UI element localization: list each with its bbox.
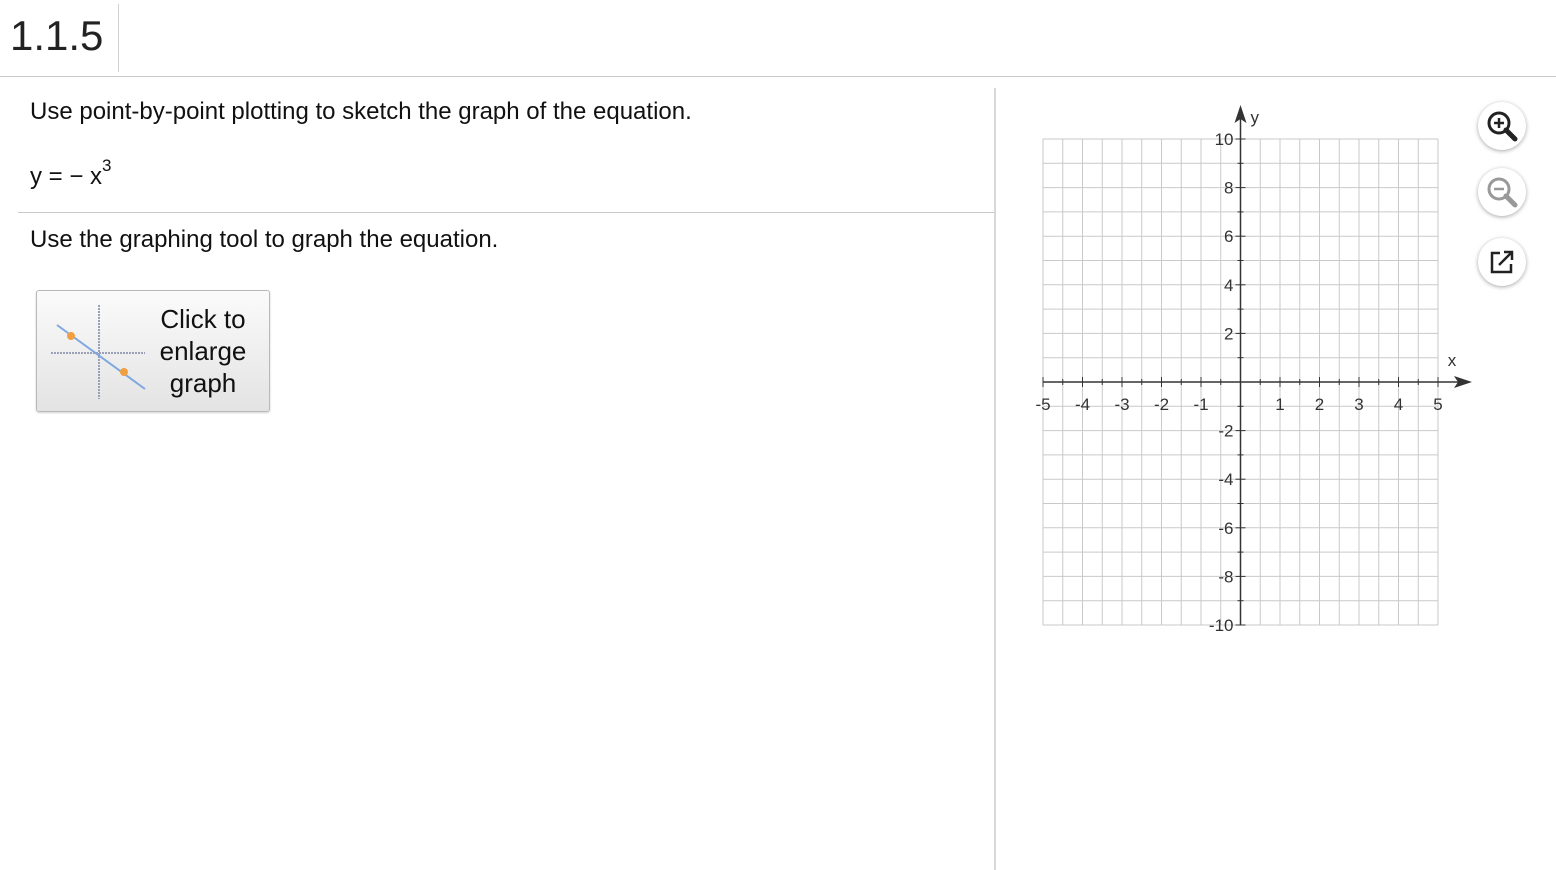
x-tick-label: 4 [1393, 395, 1404, 414]
zoom-in-icon [1478, 102, 1526, 150]
zoom-out-icon [1478, 168, 1526, 216]
x-tick-label: -4 [1074, 395, 1091, 414]
y-axis-label: y [1250, 108, 1259, 127]
enlarge-label-line2: enlarge [159, 336, 247, 366]
x-tick-label: -1 [1193, 395, 1209, 414]
popout-button[interactable] [1478, 238, 1526, 286]
popout-icon [1478, 238, 1526, 286]
enlarge-label-line1: Click to [160, 304, 246, 334]
zoom-in-button[interactable] [1478, 102, 1526, 150]
y-tick-label: 6 [1224, 227, 1234, 247]
x-tick-label: -3 [1114, 395, 1130, 414]
y-tick-label: 2 [1224, 324, 1234, 344]
tool-instruction: Use the graphing tool to graph the equation. [30, 226, 499, 253]
y-tick-label: 4 [1224, 275, 1234, 295]
y-tick-label: -2 [1218, 421, 1234, 441]
y-tick-label: 10 [1214, 130, 1234, 149]
x-tick-label: 5 [1433, 395, 1443, 414]
equation-base: y = − x [30, 163, 103, 190]
x-tick-label: -5 [1035, 395, 1051, 414]
x-tick-label: 2 [1314, 395, 1325, 414]
x-tick-label: -2 [1153, 395, 1170, 414]
x-tick-label: 1 [1275, 395, 1285, 414]
y-tick-label: -4 [1218, 470, 1234, 490]
y-tick-label: -6 [1218, 518, 1234, 538]
y-tick-label: -8 [1218, 567, 1234, 587]
zoom-out-button[interactable] [1478, 168, 1526, 216]
y-tick-label: 8 [1224, 178, 1234, 198]
y-tick-label: -10 [1208, 616, 1234, 635]
enlarge-label-line3: graph [169, 368, 237, 398]
problem-instruction: Use point-by-point plotting to sketch the graph of the equation. [30, 98, 692, 125]
problem-number: 1.1.5 [10, 12, 104, 59]
x-axis-label: x [1447, 351, 1457, 370]
x-tick-label: 3 [1354, 395, 1364, 414]
equation-exponent: 3 [102, 156, 112, 175]
